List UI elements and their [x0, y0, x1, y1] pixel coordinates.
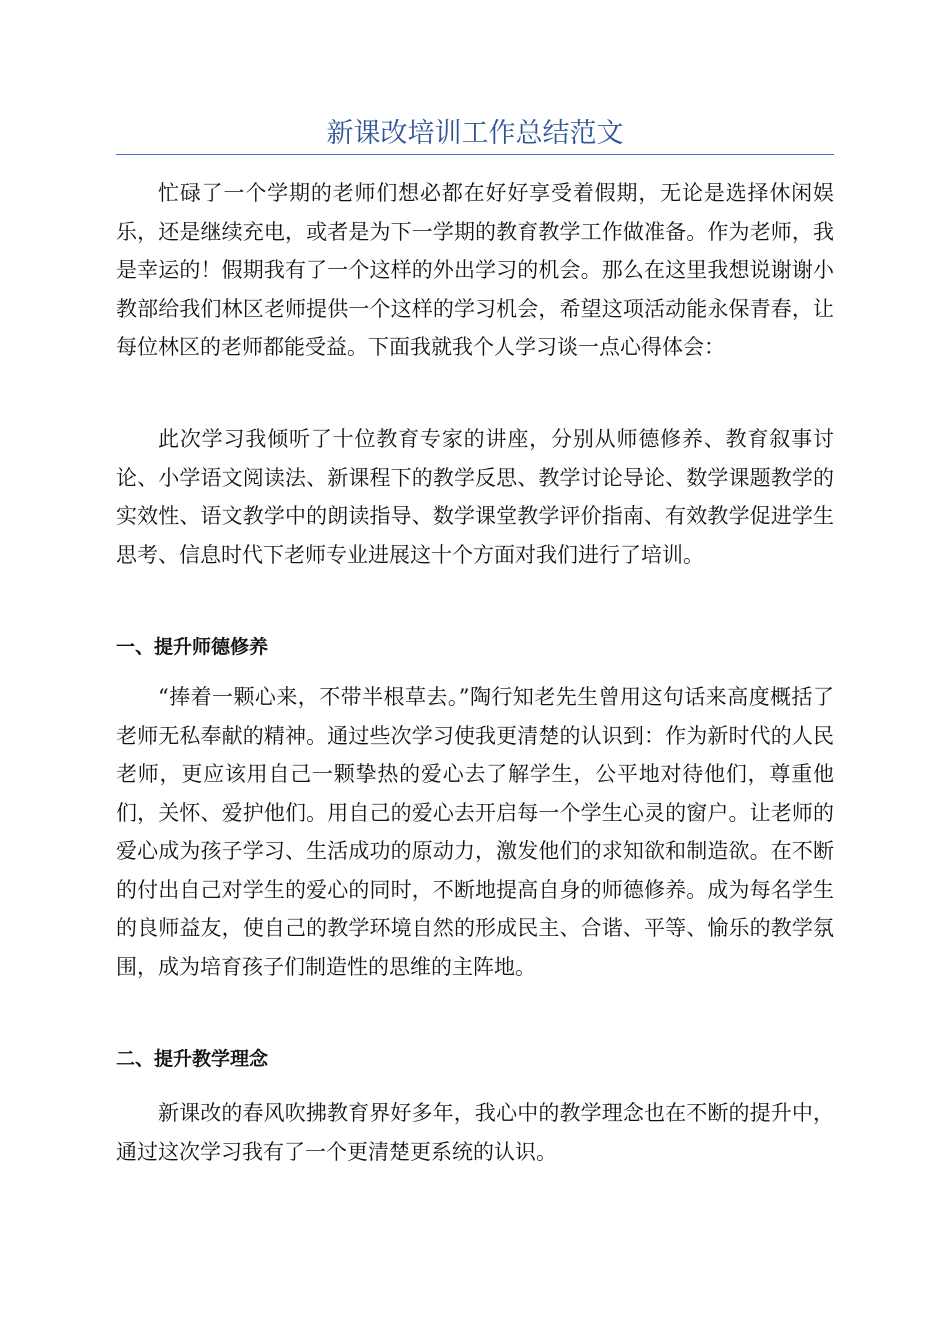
training-overview-paragraph: 此次学习我倾听了十位教育专家的讲座，分别从师德修养、教育叙事讨论、小学语文阅读法、新课程下的教学反思、教学讨论导论、数学课题教学的实效性、语文教学中的朗读指导、数学课堂教学评价指南、有效教学促进学生思考、信息时代下老师专业进展这十个方面对我们进行了培训。	[116, 427, 834, 567]
section-paragraph-ethics: “捧着一颗心来，不带半根草去。”陶行知老先生曾用这句话来高度概括了老师无私奉献的精神。通过些次学习使我更清楚的认识到：作为新时代的人民老师，更应该用自己一颗挚热的爱心去了解学生，公平地对待他们，尊重他们，关怀、爱护他们。用自己的爱心去开启每一个学生心灵的窗户。让老师的爱心成为孩子学习、生活成功的原动力，激发他们的求知欲和制造欲。在不断的付出自己对学生的爱心的同时，不断地提高自身的师德修养。成为每名学生的良师益友，使自己的教学环境自然的形成民主、合谐、平等、愉乐的教学氛围，成为培育孩子们制造性的思维的主阵地。	[116, 685, 834, 979]
title-underline	[116, 154, 834, 155]
section-heading-teaching-concept: 二、提升教学理念	[116, 1048, 269, 1070]
section-heading-ethics: 一、提升师德修养	[116, 636, 269, 658]
intro-paragraph: 忙碌了一个学期的老师们想必都在好好享受着假期，无论是选择休闲娱乐，还是继续充电，或者是为下一学期的教育教学工作做准备。作为老师，我是幸运的！假期我有了一个这样的外出学习的机会。那么在这里我想说谢谢小教部给我们林区老师提供一个这样的学习机会，希望这项活动能永保青春，让每位林区的老师都能受益。下面我就我个人学习谈一点心得体会：	[116, 181, 834, 359]
section-paragraph-teaching-concept: 新课改的春风吹拂教育界好多年，我心中的教学理念也在不断的提升中，通过这次学习我有了一个更清楚更系统的认识。	[116, 1101, 834, 1164]
page-title: 新课改培训工作总结范文	[326, 118, 624, 149]
